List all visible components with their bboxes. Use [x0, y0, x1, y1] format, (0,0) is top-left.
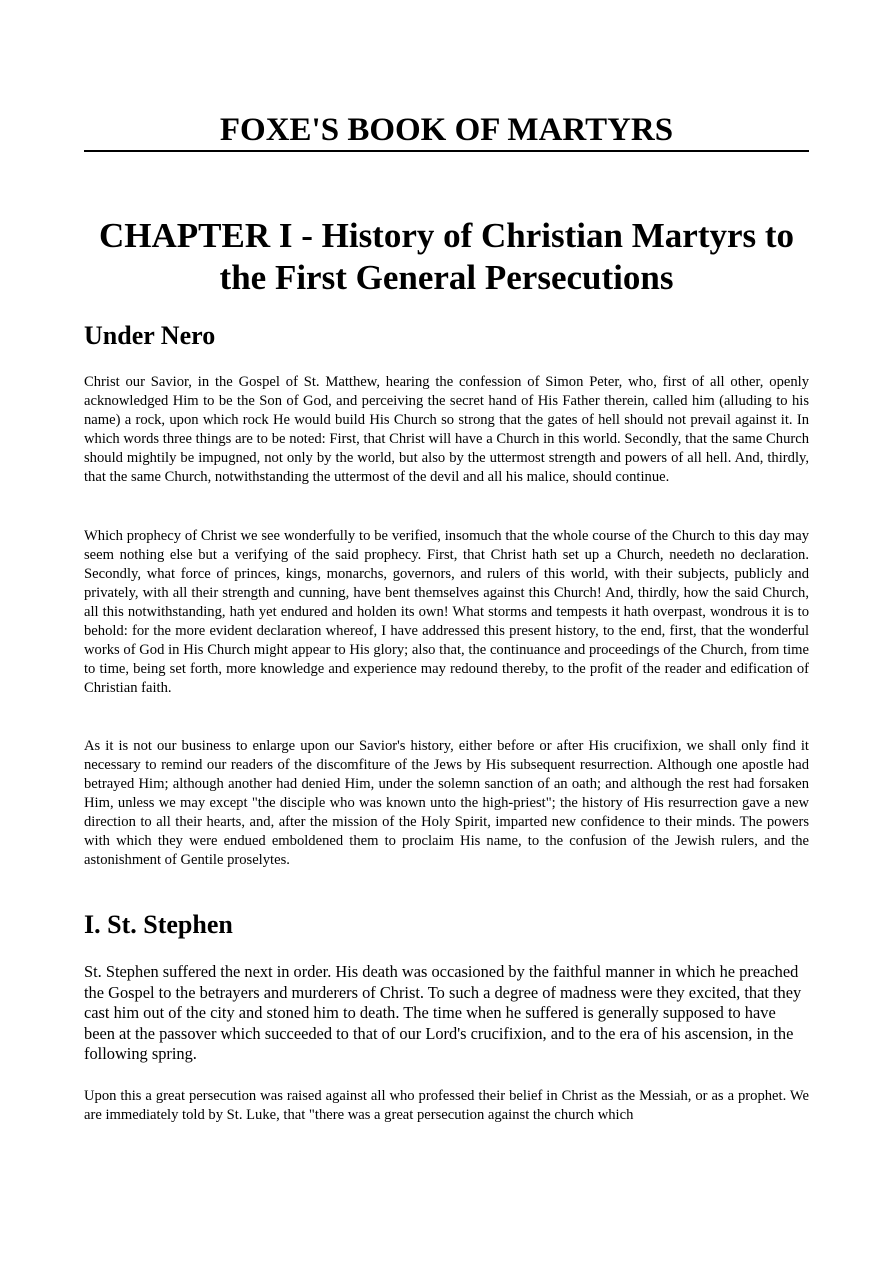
paragraph: St. Stephen suffered the next in order. His death was occasioned by the faithful manner in which he preached the Gospel to the betrayers and murderers of Christ. To such a degree of madness were they excited, that they cast him out of the city and stoned him to death. The time when he suffered is generally supposed to have been at the passover which succeeded to that of our Lord's crucifixion, and to the era of his ascension, in the following spring.: [84, 962, 802, 1063]
paragraph: Upon this a great persecution was raised against all who professed their belief in Christ as the Messiah, or as a prophet. We are immediately told by St. Luke, that "there was a great persecution against the church which: [84, 1088, 809, 1123]
title-divider: [84, 150, 809, 152]
paragraph: Christ our Savior, in the Gospel of St. Matthew, hearing the confession of Simon Peter, who, first of all other, openly acknowledged Him to be the Son of God, and perceiving the secret hand of His Father therein, called him (alluding to his name) a rock, upon which rock He would build His Church so strong that the gates of hell should not prevail against it. In which words three things are to be noted: First, that Christ will have a Church in this world. Secondly, that the same Church should mightily be impugned, not only by the world, but also by the uttermost strength and powers of all hell. And, thirdly, that the same Church, notwithstanding the uttermost of the devil and all his malice, should continue.: [84, 374, 809, 485]
paragraph: Which prophecy of Christ we see wonderfully to be verified, insomuch that the whole course of the Church to this day may seem nothing else but a verifying of the said prophecy. First, that Christ hath set up a Church, needeth no declaration. Secondly, what force of princes, kings, monarchs, governors, and rulers of this world, with their subjects, publicly and privately, with all their strength and cunning, have bent themselves against this Church! And, thirdly, how the said Church, all this notwithstanding, hath yet endured and holden its own! What storms and tempests it hath overpast, wondrous it is to behold: for the more evident declaration whereof, I have addressed this present history, to the end, first, that the wonderful works of God in His Church might appear to His glory; also that, the continuance and proceedings of the Church, from time to time, being set forth, more knowledge and experience may redound thereby, to the profit of the reader and edification of Christian faith.: [84, 528, 809, 696]
chapter-title: CHAPTER I - History of Christian Martyrs to the First General Persecutions: [98, 216, 795, 297]
section-heading-under-nero: Under Nero: [84, 321, 216, 350]
book-title: FOXE'S BOOK OF MARTYRS: [219, 112, 674, 148]
section-heading-st-stephen: I. St. Stephen: [84, 910, 233, 939]
paragraph: As it is not our business to enlarge upon our Savior's history, either before or after His crucifixion, we shall only find it necessary to remind our readers of the discomfiture of the Jews by His subsequent resurrection. Although one apostle had betrayed Him; although another had denied Him, under the solemn sanction of an oath; and although the rest had forsaken Him, unless we may except "the disciple who was known unto the high-priest"; the history of His resurrection gave a new direction to all their hearts, and, after the mission of the Holy Spirit, imparted new confidence to their minds. The powers with which they were endued emboldened them to proclaim His name, to the confusion of the Jewish rulers, and the astonishment of Gentile proselytes.: [84, 738, 809, 868]
